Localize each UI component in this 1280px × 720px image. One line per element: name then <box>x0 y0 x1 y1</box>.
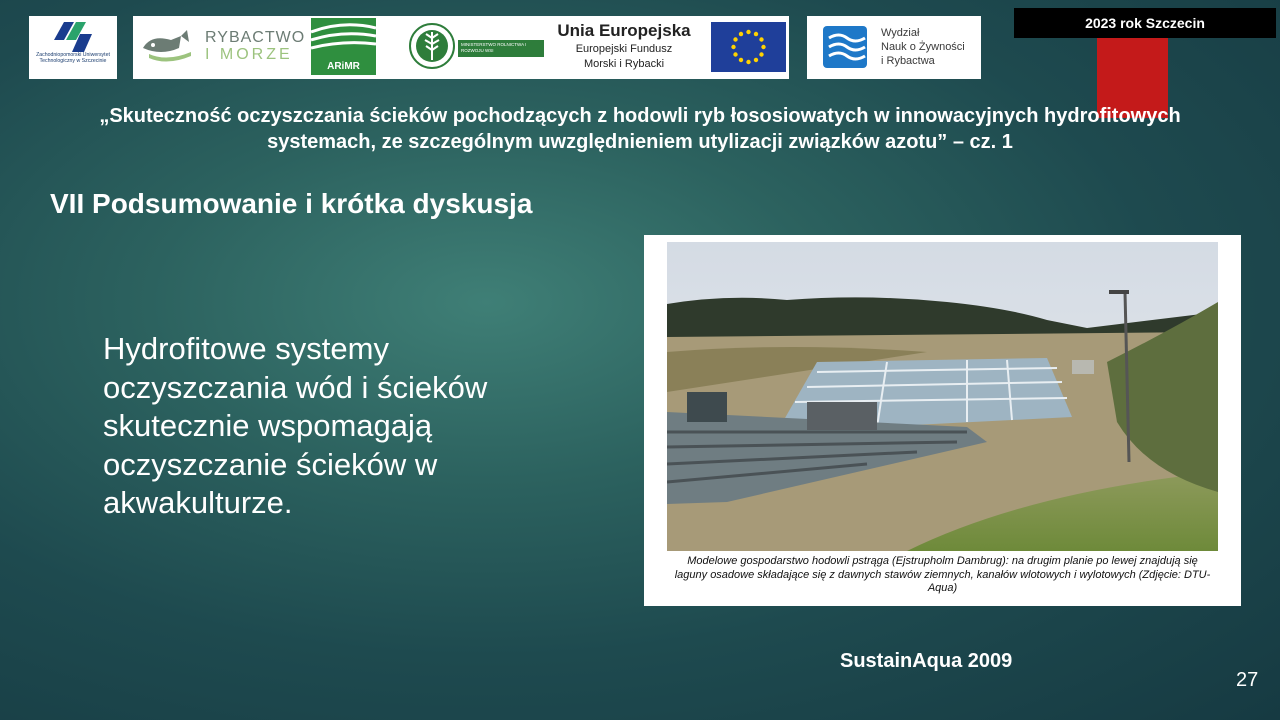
eu-flag-icon <box>711 22 786 72</box>
eu-star-icon <box>733 37 737 41</box>
field-lines-icon <box>311 18 376 58</box>
eu-star-icon <box>754 32 758 36</box>
zut-logo-text: Zachodniopomorski Uniwersytet Technologiczny w Szczecinie <box>36 52 110 64</box>
project-title: „Skuteczność oczyszczania ścieków pochodzących z hodowli ryb łososiowatych w innowacyjnych hydrofitowych systemach, ze szczególnym uwzględnieniem utylizacji związków azotu” – cz. 1 <box>99 105 1181 153</box>
eu-fund-text <box>553 20 695 72</box>
eu-star-icon <box>746 30 750 34</box>
eu-subtitle-line1: Europejski Fundusz <box>575 43 673 55</box>
slide-number: 27 <box>1236 669 1259 691</box>
faculty-line1: Wydział <box>881 27 920 39</box>
year-badge: 2023 rok Szczecin <box>1014 8 1276 38</box>
ministry-plate: MINISTERSTWO ROLNICTWA I ROZWOJU WSI <box>458 40 544 57</box>
eu-star-icon <box>761 45 765 49</box>
eu-star-icon <box>759 52 763 56</box>
eu-star-icon <box>759 37 763 41</box>
wave-emblem-icon <box>821 24 869 70</box>
eu-star-icon <box>739 58 743 62</box>
fish-farm-photo <box>667 242 1218 551</box>
eu-title: Unia Europejska <box>557 21 691 40</box>
figure-card <box>644 235 1241 606</box>
fish-boat-icon <box>141 26 209 66</box>
arimr-logo <box>311 18 376 75</box>
rybactwo-line1: RYBACTWO <box>205 29 306 46</box>
partner-logos-strip <box>133 16 789 79</box>
eu-star-icon <box>739 32 743 36</box>
eu-star-icon <box>731 45 735 49</box>
figure-caption: Modelowe gospodarstwo hodowli pstrąga (Ejstrupholm Dambrug): na drugim planie po lewej znajdują się laguny osadowe składające się z dawnych stawów ziemnych, kanałów wlotowych i wylotowych (Zdjęcie: DTU-Aqua) <box>674 555 1211 594</box>
faculty-logo <box>807 16 981 79</box>
faculty-line3: i Rybactwa <box>881 55 935 67</box>
section-heading: VII Podsumowanie i krótka dyskusja <box>50 188 533 219</box>
arimr-label: ARiMR <box>327 61 360 72</box>
eu-subtitle-line2: Morski i Rybacki <box>583 58 665 70</box>
rybactwo-line2: I MORZE <box>205 46 293 63</box>
zut-logo <box>29 16 117 79</box>
eu-star-icon <box>733 52 737 56</box>
ministry-emblem-icon <box>408 22 456 70</box>
source-label: SustainAqua 2009 <box>840 650 1013 672</box>
faculty-logo-text <box>881 26 965 68</box>
faculty-line2: Nauk o Żywności <box>881 41 965 53</box>
zut-emblem-icon <box>54 22 92 52</box>
eu-star-icon <box>754 58 758 62</box>
body-text: Hydrofitowe systemy oczyszczania wód i ścieków skutecznie wspomagają oczyszczanie ścieków w akwakulturze. <box>103 331 488 520</box>
eu-star-icon <box>746 60 750 64</box>
rybactwo-logo-text <box>205 29 305 63</box>
